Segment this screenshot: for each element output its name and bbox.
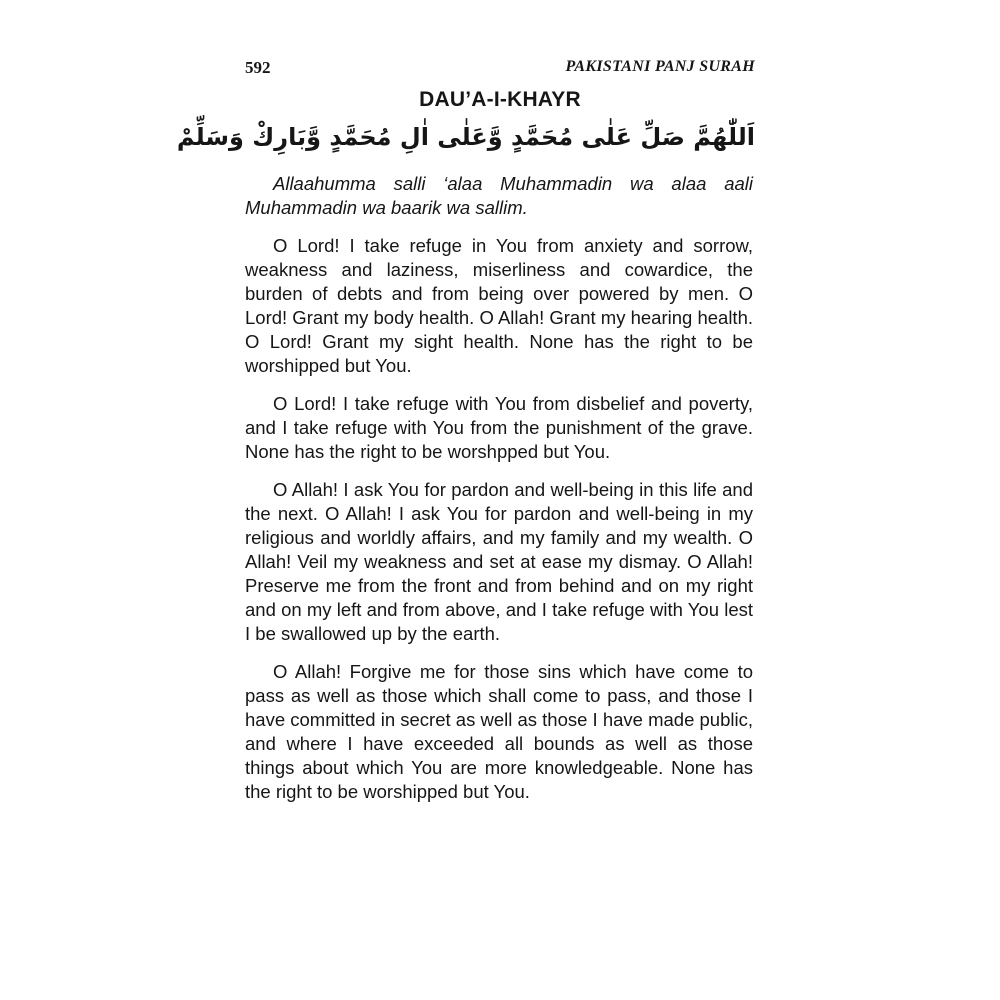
arabic-salawat: اَللّٰهُمَّ صَلِّ عَلٰى مُحَمَّدٍ وَّعَلٰى اٰلِ مُحَمَّدٍ وَّبَارِكْ وَسَلِّمْ: [176, 123, 755, 151]
page-body: [245, 172, 753, 818]
paragraph-2: O Lord! I take refuge with You from disbelief and poverty, and I take refuge with You from the punishment of the grave. None has the right to be worshpped but You.: [245, 393, 753, 462]
page-header: [245, 58, 755, 86]
paragraph-1: O Lord! I take refuge in You from anxiety and sorrow, weakness and laziness, miserliness and cowardice, the burden of debts and from being over powered by men. O Lord! Grant my body health. O Allah! Grant my hearing health. O Lord! Grant my sight health. None has the right to be worshipped but You.: [245, 235, 753, 376]
page-number: 592: [245, 58, 271, 77]
transliteration: Allaahumma salli ‘alaa Muhammadin wa alaa aali Muhammadin wa baarik wa sallim.: [245, 173, 753, 218]
prayer-title: DAU’A-I-KHAYR: [419, 88, 581, 111]
running-head: PAKISTANI PANJ SURAH: [565, 58, 755, 75]
paragraph-4: O Allah! Forgive me for those sins which have come to pass as well as those which shall come to pass, and those I have committed in secret as well as those I have made public, and where I have exceeded all bounds as well as those things about which You are more knowledgeable. None has the right to be worshipped but You.: [245, 661, 753, 802]
paragraph-3: O Allah! I ask You for pardon and well-being in this life and the next. O Allah! I ask You for pardon and well-being in my religious and worldly affairs, and my family and my wealth. O Allah! Veil my weakness and set at ease my dismay. O Allah! Preserve me from the front and from behind and on my right and on my left and from above, and I take refuge with You lest I be swallowed up by the earth.: [245, 479, 753, 644]
